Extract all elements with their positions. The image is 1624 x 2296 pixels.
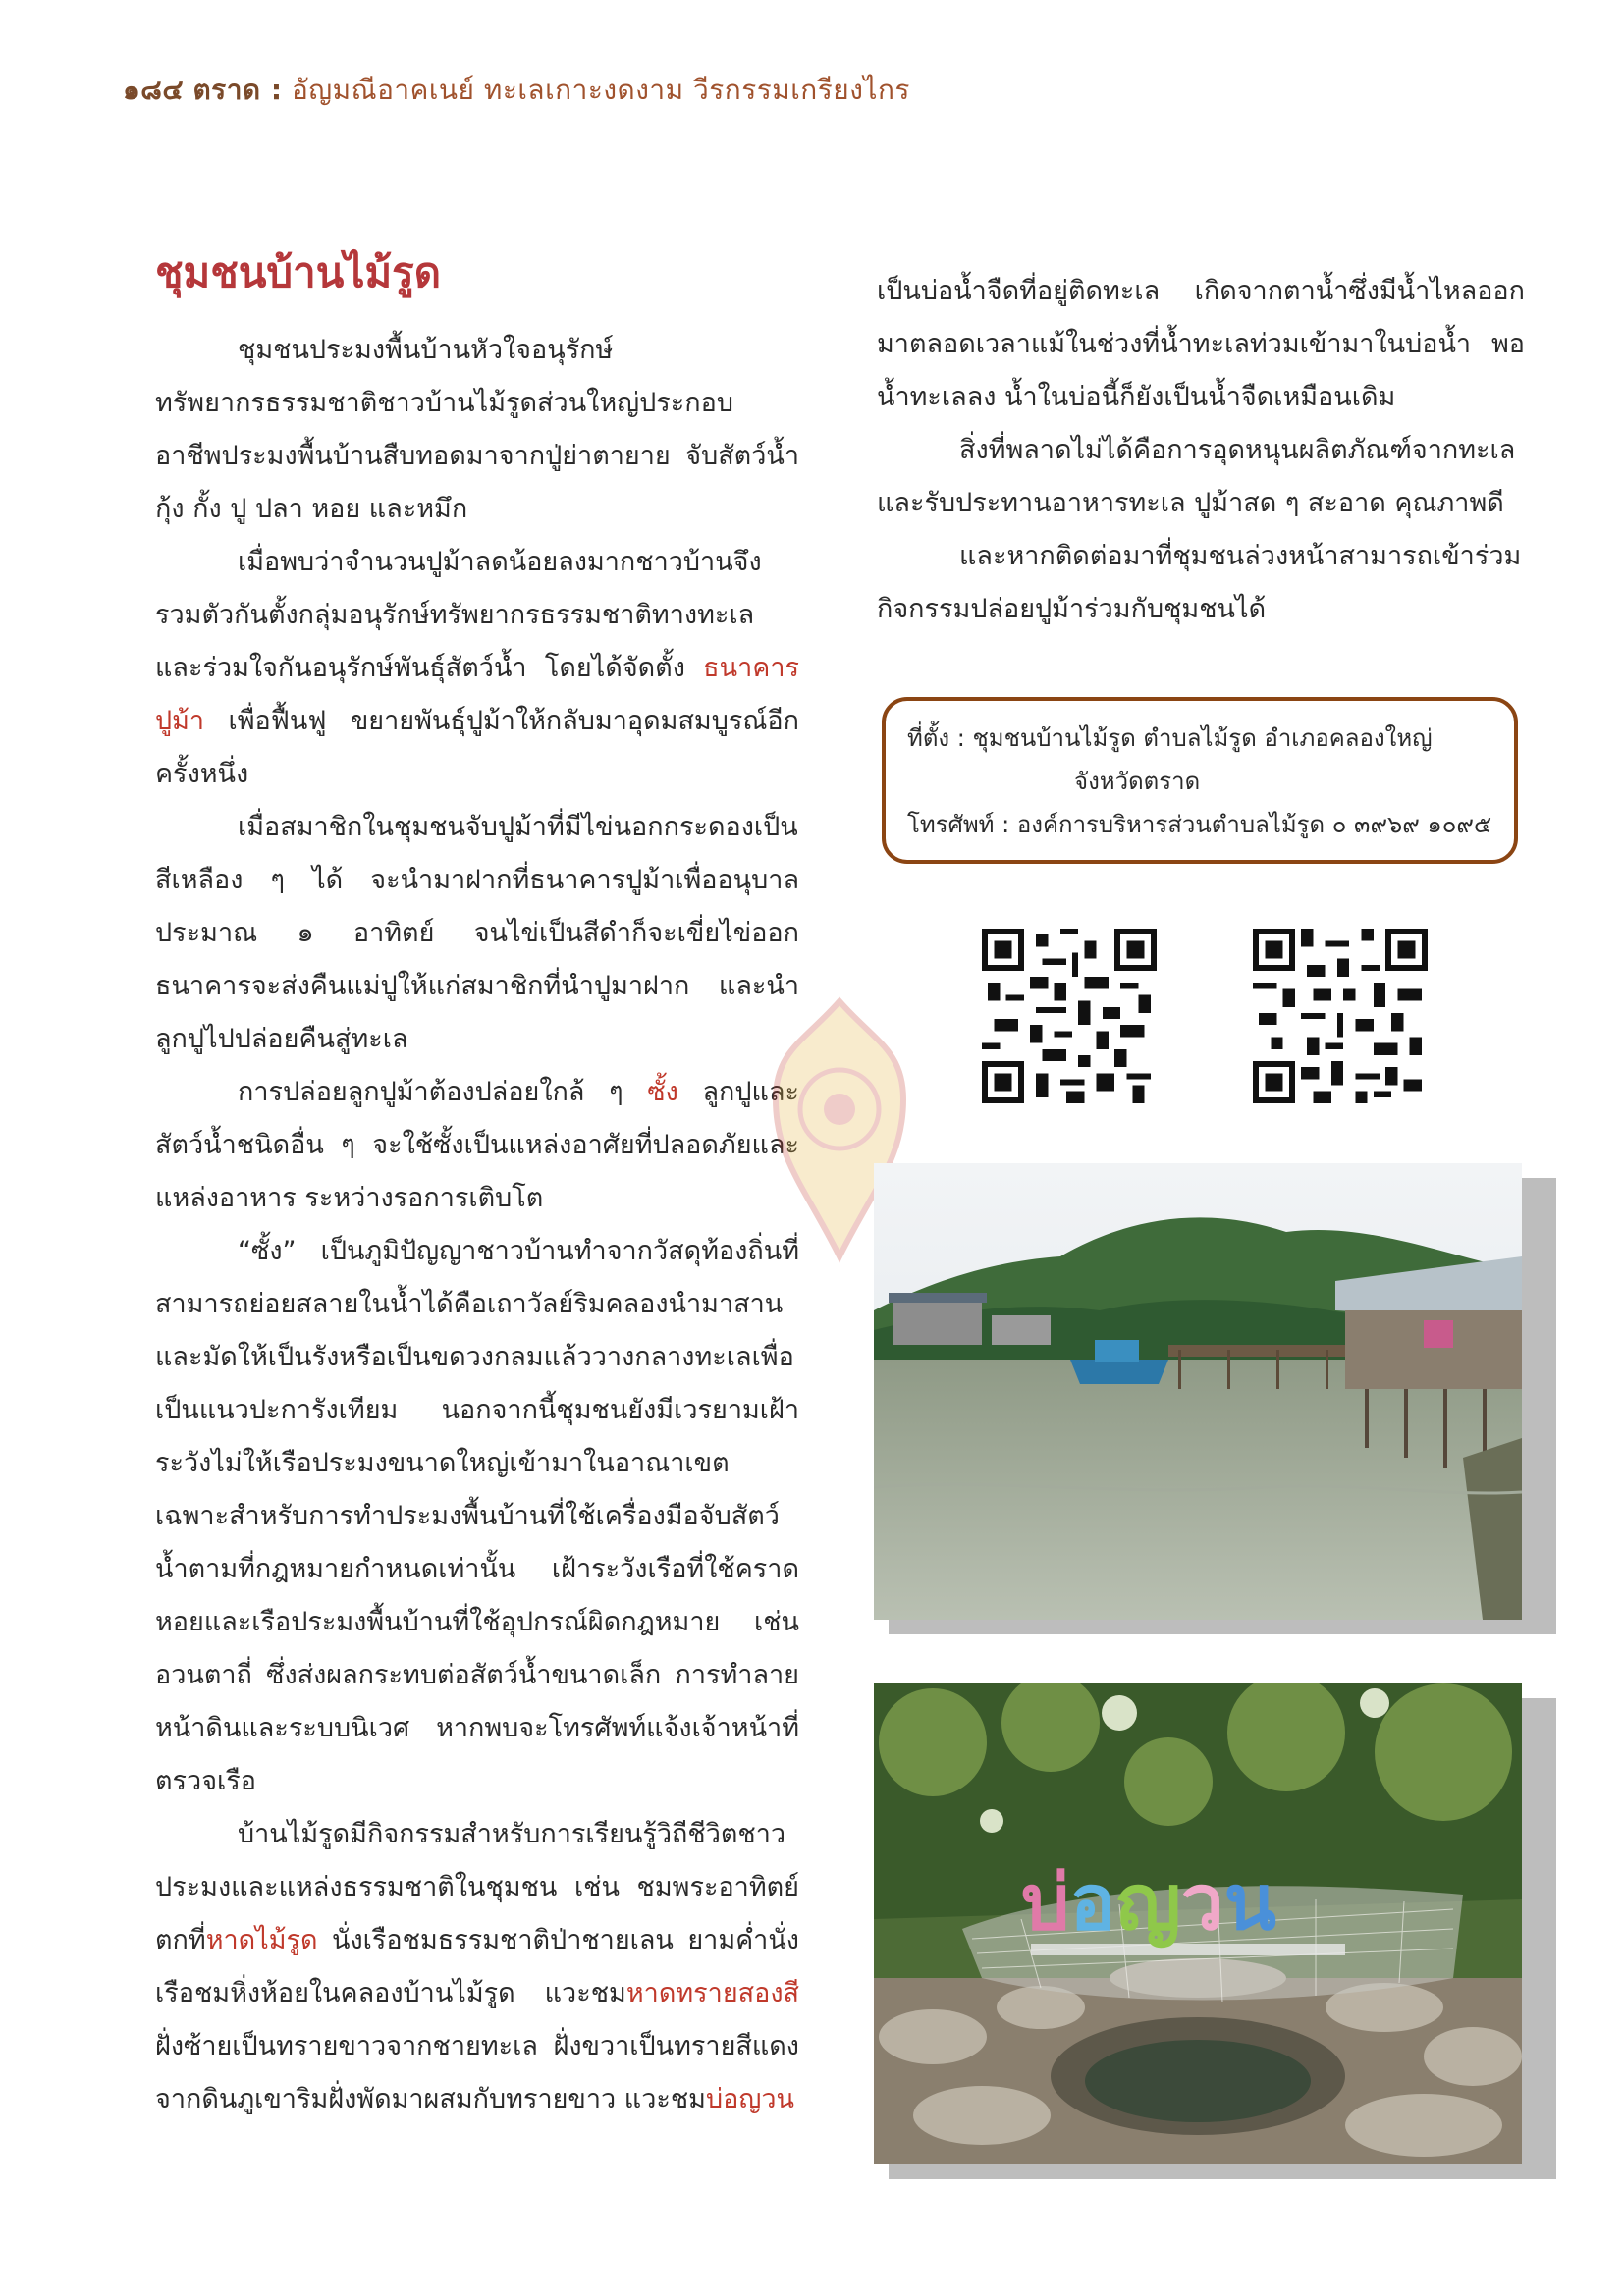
text-span: บ้านไม้รูดมีกิจกรรมสำหรับการเรียนรู้วิถีชีวิตชาวประมงและแหล่งธรรมชาติในชุมชน เช่น ชมพระอาทิตย์ตกที่ (155, 1819, 799, 1955)
text-span: เพื่อฟื้นฟู ขยายพันธุ์ปูม้าให้กลับมาอุดมสมบูรณ์อีกครั้งหนึ่ง (155, 706, 799, 789)
paragraph: สิ่งที่พลาดไม่ได้คือการอุดหนุนผลิตภัณฑ์จากทะเลและรับประทานอาหารทะเล ปูม้าสด ๆ สะอาด คุณภาพดี (877, 435, 1516, 518)
highlight-term: หาดไม้รูด (205, 1925, 318, 1955)
phone-line (907, 803, 1494, 846)
highlight-term: ซั้ง (647, 1077, 678, 1107)
river-village-photo (874, 1163, 1522, 1620)
highlight-term: ธนาคารปูม้า (155, 653, 799, 736)
paragraph: เมื่อสมาชิกในชุมชนจับปูม้าที่มีไข่นอกกระดองเป็นสีเหลือง ๆ ได้ จะนำมาฝากที่ธนาคารปูม้าเพื่ออนุบาลประมาณ ๑ อาทิตย์ จนไข่เป็นสีดำก็จะเขี่ยไข่ออก ธนาคารจะส่งคืนแม่ปูให้แก่สมาชิกที่นำปูมาฝาก และนำลูกปูไปปล่อยคืนสู่ทะเล (155, 812, 799, 1054)
location-line-2: จังหวัดตราด (1074, 768, 1201, 795)
qr-code[interactable] (1253, 929, 1428, 1103)
highlight-term: บ่อญวน (705, 2084, 794, 2114)
text-span: การปล่อยลูกปูม้าต้องปล่อยใกล้ ๆ (238, 1077, 648, 1107)
location-value: ชุมชนบ้านไม้รูด ตำบลไม้รูด อำเภอคลองใหญ่ (972, 724, 1433, 752)
running-header (123, 69, 910, 112)
highlight-term: หาดทรายสองสี (625, 1978, 799, 2008)
text-span: เมื่อพบว่าจำนวนปูม้าลดน้อยลงมากชาวบ้านจึงรวมตัวกันตั้งกลุ่มอนุรักษ์ทรัพยากรธรรมชาติทางทะเลและร่วมใจกันอนุรักษ์พันธุ์สัตว์น้ำ โดยได้จัดตั้ง (155, 547, 762, 683)
paragraph (155, 1808, 799, 2126)
paragraph: “ซั้ง” เป็นภูมิปัญญาชาวบ้านทำจากวัสดุท้องถิ่นที่สามารถย่อยสลายในน้ำได้คือเถาวัลย์ริมคลองนำมาสานและมัดให้เป็นรังหรือเป็นขดวงกลมแล้ววางกลางทะเลเพื่อเป็นแนวปะการังเทียม นอกจากนี้ชุมชนยังมีเวรยามเฝ้าระวังไม่ให้เรือประมงขนาดใหญ่เข้ามาในอาณาเขตเฉพาะสำหรับการทำประมงพื้นบ้านที่ใช้เครื่องมือจับสัตว์น้ำตามที่กฎหมายกำหนดเท่านั้น เฝ้าระวังเรือที่ใช้คราดหอยและเรือประมงพื้นบ้านที่ใช้อุปกรณ์ผิดกฎหมาย เช่น อวนตาถี่ ซึ่งส่งผลกระทบต่อสัตว์น้ำขนาดเล็ก การทำลายหน้าดินและระบบนิเวศ หากพบจะโทรศัพท์แจ้งเจ้าหน้าที่ตรวจเรือ (155, 1236, 799, 1796)
text-span: นั่งเรือชมธรรมชาติป่าชายเลน ยามค่ำนั่งเรือชมหิ่งห้อยในคลองบ้านไม้รูด แวะชม (155, 1925, 799, 2008)
paragraph (155, 536, 799, 801)
sign-letters: บ่อญวน (1021, 1859, 1276, 1948)
phone-value: องค์การบริหารส่วนตำบลไม้รูด ๐ ๓๙๖๙ ๑๐๙๕ (1016, 811, 1492, 838)
text-span: ฝั่งซ้ายเป็นทรายขาวจากชายทะเล ฝั่งขวาเป็นทรายสีแดงจากดินภูเขาริมฝั่งพัดมาผสมกับทรายขาว แวะชม (155, 2031, 799, 2114)
contact-info-box (882, 697, 1518, 864)
qr-code[interactable] (982, 929, 1157, 1103)
page-number: ๑๘๔ (123, 74, 185, 106)
paragraph: และหากติดต่อมาที่ชุมชนล่วงหน้าสามารถเข้าร่วมกิจกรรมปล่อยปูม้าร่วมกับชุมชนได้ (877, 541, 1522, 624)
book-subtitle: อัญมณีอาคเนย์ ทะเลเกาะงดงาม วีรกรรมเกรียงไกร (291, 74, 910, 106)
right-column (877, 265, 1525, 636)
phone-label: โทรศัพท์ : (907, 811, 1010, 838)
paragraph (155, 1066, 799, 1225)
left-column (155, 324, 799, 2126)
location-line (907, 717, 1494, 760)
paragraph: เป็นบ่อน้ำจืดที่อยู่ติดทะเล เกิดจากตาน้ำซึ่งมีน้ำไหลออกมาตลอดเวลาแม้ในช่วงที่น้ำทะเลท่วมเข้ามาในบ่อน้ำ พอน้ำทะเลลง น้ำในบ่อนี้ก็ยังเป็นน้ำจืดเหมือนเดิม (877, 276, 1525, 412)
paragraph: ชุมชนประมงพื้นบ้านหัวใจอนุรักษ์ทรัพยากรธรรมชาติชาวบ้านไม้รูดส่วนใหญ่ประกอบอาชีพประมงพื้นบ้านสืบทอดมาจากปู่ย่าตายาย จับสัตว์น้ำ กุ้ง กั้ง ปู ปลา หอย และหมึก (155, 335, 799, 524)
location-label: ที่ตั้ง : (907, 724, 965, 752)
text-span: ลูกปูและสัตว์น้ำชนิดอื่น ๆ จะใช้ซั้งเป็นแหล่งอาศัยที่ปลอดภัยและแหล่งอาหาร ระหว่างรอการเติบโต (155, 1077, 799, 1213)
bo-yuan-well-photo (874, 1683, 1522, 2164)
article-title: ชุมชนบ้านไม้รูด (155, 248, 442, 296)
book-name: ตราด : (192, 74, 283, 106)
